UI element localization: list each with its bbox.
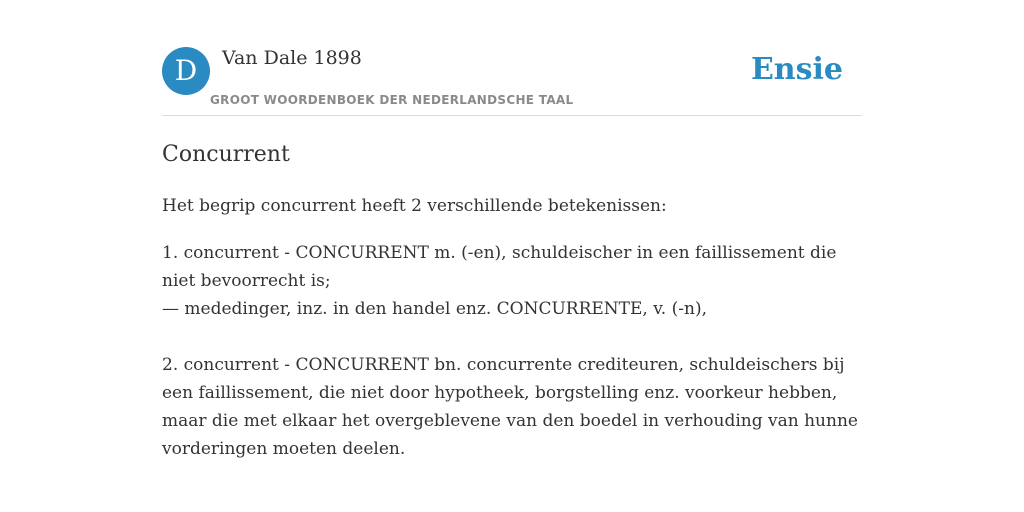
source-title[interactable]: Van Dale 1898 xyxy=(222,47,362,69)
definition-2 xyxy=(162,351,862,463)
source-avatar: D xyxy=(162,47,210,95)
entry-intro: Het begrip concurrent heeft 2 verschillende betekenissen: xyxy=(162,196,667,216)
brand-logo[interactable]: Ensie xyxy=(750,52,843,87)
entry-title: Concurrent xyxy=(162,142,290,167)
source-header xyxy=(162,46,862,116)
definition-1-line-1: 1. concurrent - CONCURRENT m. (-en), schuldeischer in een faillissement die niet bevoorrecht is; xyxy=(162,243,837,291)
definition-1-line-2: — mededinger, inz. in den handel enz. CONCURRENTE, v. (-n), xyxy=(162,299,707,319)
source-subtitle: GROOT WOORDENBOEK DER NEDERLANDSCHE TAAL xyxy=(210,93,574,107)
definitions-list xyxy=(162,239,862,463)
definition-1 xyxy=(162,239,862,323)
definition-2-line-1: 2. concurrent - CONCURRENT bn. concurrente crediteuren, schuldeischers bij een faillissement, die niet door hypotheek, borgstelling enz. voorkeur hebben, maar die met elkaar het overgeblevene van den boedel in verhouding van hunne vorderingen moeten deelen. xyxy=(162,355,858,459)
